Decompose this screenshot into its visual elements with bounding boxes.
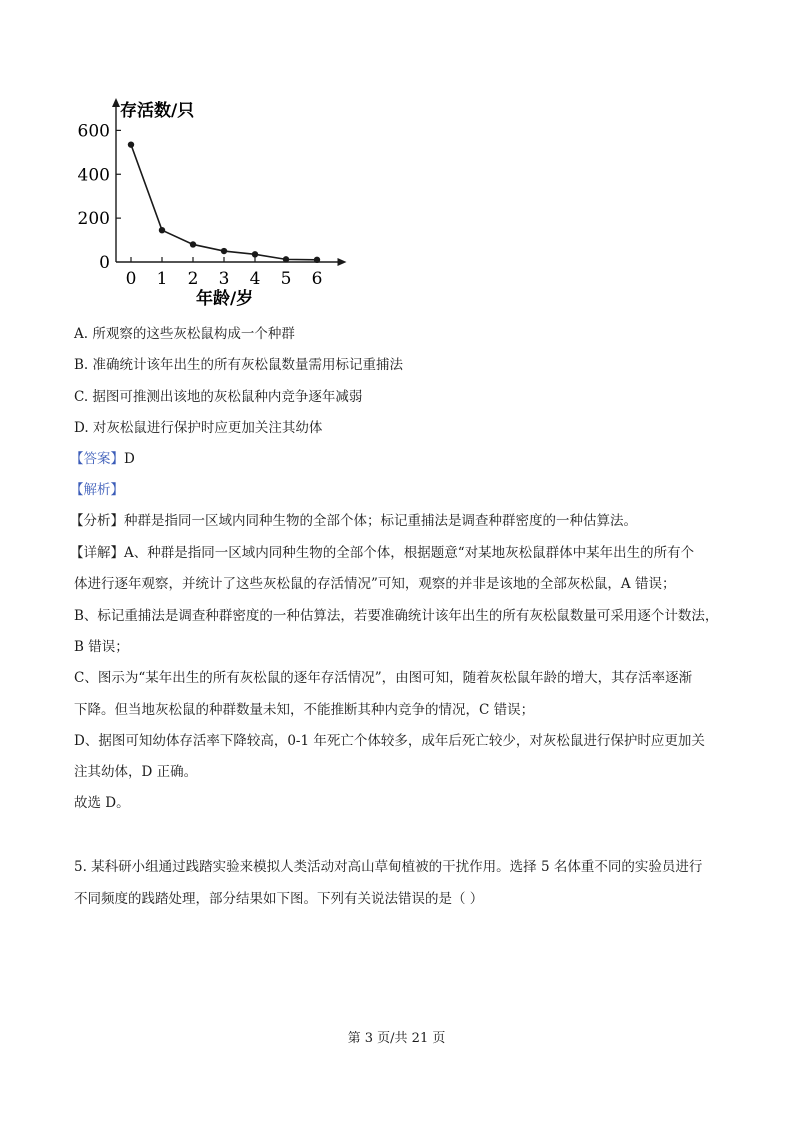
- xiangjie-line-2: 体进行逐年观察，并统计了这些灰松鼠的存活情况”可知，观察的并非是该地的全部灰松鼠，A 错误；: [74, 576, 676, 592]
- xiangjie-line-7: D、据图可知幼体存活率下降较高，0-1 年死亡个体较多，成年后死亡较少，对灰松鼠进行保护时应更加关: [74, 733, 705, 749]
- option-d: D. 对灰松鼠进行保护时应更加关注其幼体: [74, 420, 323, 436]
- y-tick-label: 400: [77, 165, 110, 186]
- fenxi-text: 种群是指同一区域内同种生物的全部个体；标记重捕法是调查种群密度的一种估算法。: [124, 513, 637, 529]
- option-b: B. 准确统计该年出生的所有灰松鼠数量需用标记重捕法: [74, 357, 404, 373]
- question-5-line-2: 不同频度的践踏处理，部分结果如下图。下列有关说法错误的是（ ）: [74, 891, 484, 907]
- xiangjie-tag: 【详解】: [70, 545, 124, 561]
- data-point: [190, 241, 196, 247]
- x-tick-label: 1: [156, 269, 168, 289]
- data-point: [283, 256, 289, 262]
- answer-tag: 【答案】: [70, 451, 124, 467]
- analysis-header: 【解析】: [70, 482, 124, 498]
- x-tick-label: 5: [280, 269, 292, 289]
- data-point: [314, 257, 320, 263]
- y-tick-label: 200: [77, 209, 110, 230]
- data-point: [128, 141, 134, 147]
- xiangjie-text: A、种群是指同一区域内同种生物的全部个体，根据题意“对某地灰松鼠群体中某年出生的所有个: [124, 545, 695, 561]
- y-axis-label: 存活数/只: [120, 101, 195, 121]
- fenxi-line: [70, 511, 637, 531]
- y-axis-arrow: [112, 98, 120, 107]
- xiangjie-line-3: B、标记重捕法是调查种群密度的一种估算法，若要准确统计该年出生的所有灰松鼠数量可采用逐个计数法，: [74, 608, 719, 624]
- data-point: [159, 227, 165, 233]
- fenxi-tag: 【分析】: [70, 513, 124, 529]
- data-point: [221, 248, 227, 254]
- survival-line-chart: [70, 92, 360, 312]
- chart-series: [128, 141, 320, 263]
- x-tick-label: 2: [187, 269, 199, 289]
- y-tick-label: 600: [77, 121, 110, 142]
- page-footer: 第 3 页/共 21 页: [347, 1031, 446, 1046]
- y-tick-labels: [78, 121, 121, 273]
- x-tick-label: 0: [125, 269, 137, 289]
- xiangjie-line-1: [70, 543, 694, 563]
- xiangjie-line-8: 注其幼体，D 正确。: [74, 764, 198, 780]
- xiangjie-line-6: 下降。但当地灰松鼠的种群数量未知，不能推断其种内竞争的情况，C 错误；: [74, 702, 535, 718]
- xiangjie-line-9: 故选 D。: [74, 795, 130, 811]
- series-line: [131, 145, 317, 260]
- data-point: [252, 251, 258, 257]
- answer-line: [70, 449, 135, 469]
- option-c: C. 据图可推测出该地的灰松鼠种内竞争逐年减弱: [74, 389, 363, 405]
- x-axis-label: 年龄/岁: [196, 289, 254, 309]
- x-tick-label: 4: [249, 269, 261, 289]
- x-axis-arrow: [338, 258, 347, 266]
- chart-axes: [112, 98, 347, 266]
- xiangjie-line-4: B 错误；: [74, 639, 129, 655]
- question-5-line-1: 5. 某科研小组通过践踏实验来模拟人类活动对高山草甸植被的干扰作用。选择 5 名体重不同的实验员进行: [74, 859, 703, 875]
- x-tick-label: 3: [218, 269, 230, 289]
- y-tick-label: 0: [99, 253, 110, 273]
- answer-value: D: [124, 451, 135, 467]
- x-tick-label: 6: [311, 269, 323, 289]
- xiangjie-line-5: C、图示为“某年出生的所有灰松鼠的逐年存活情况”，由图可知，随着灰松鼠年龄的增大，其存活率逐渐: [74, 670, 693, 686]
- option-a: A. 所观察的这些灰松鼠构成一个种群: [74, 326, 295, 342]
